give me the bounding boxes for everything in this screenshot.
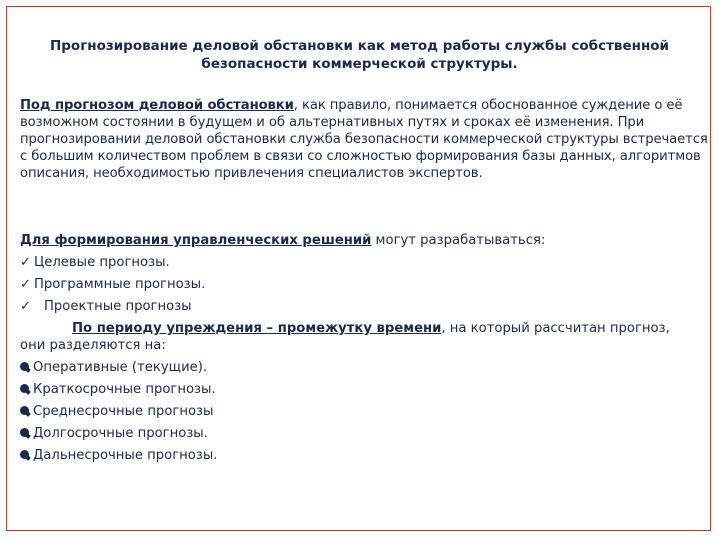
- checkmark-icon: ✓: [20, 299, 32, 314]
- section2-heading: [20, 320, 712, 337]
- q-bullet-icon: [20, 450, 30, 460]
- checkmark-icon: ✓: [20, 255, 32, 270]
- list-item: Оперативные (текущие).: [20, 359, 712, 376]
- list-item: ✓ Целевые прогнозы.: [20, 255, 170, 270]
- section1-rest: могут разрабатываться:: [371, 233, 546, 248]
- section2-lead: По периоду упреждения – промежутку времени: [72, 321, 442, 336]
- list-item: ✓ Проектные прогнозы: [20, 299, 192, 314]
- section2-rest-line2: они разделяются на:: [20, 338, 166, 353]
- page-title: Прогнозирование деловой обстановки как метод работы службы собственной безопасности коммерческой структуры.: [49, 38, 670, 72]
- list-item: Дальнесрочные прогнозы.: [20, 447, 712, 464]
- section1-lead: Для формирования управленческих решений: [20, 233, 372, 248]
- list-item: Краткосрочные прогнозы.: [20, 381, 712, 398]
- list-item: ✓ Программные прогнозы.: [20, 277, 206, 292]
- q-bullet-icon: [20, 362, 30, 372]
- checkmark-icon: ✓: [20, 277, 32, 292]
- q-bullet-icon: [20, 428, 30, 438]
- list-item: Среднесрочные прогнозы: [20, 403, 712, 420]
- slide-frame: [6, 6, 711, 531]
- intro-paragraph: [20, 97, 710, 182]
- forecast-lists: [20, 232, 712, 464]
- list-item: Долгосрочные прогнозы.: [20, 425, 712, 442]
- intro-lead: Под прогнозом деловой обстановки: [20, 98, 294, 113]
- section2-rest: , на который рассчитан прогноз,: [441, 321, 670, 336]
- intro-text: , как правило, понимается обоснованное суждение о её возможном состоянии в будущем и об альтернативных путях и сроках её изменения. При прогнозировании деловой обстановки служба безопасности коммерческой структуры встречается с большим количеством проблем в связи со сложностью формирования базы данных, алгоритмов описания, необходимостью привлечения специалистов экспертов.: [20, 98, 708, 181]
- q-bullet-icon: [20, 406, 30, 416]
- section1-heading: [20, 232, 712, 249]
- q-bullet-icon: [20, 384, 30, 394]
